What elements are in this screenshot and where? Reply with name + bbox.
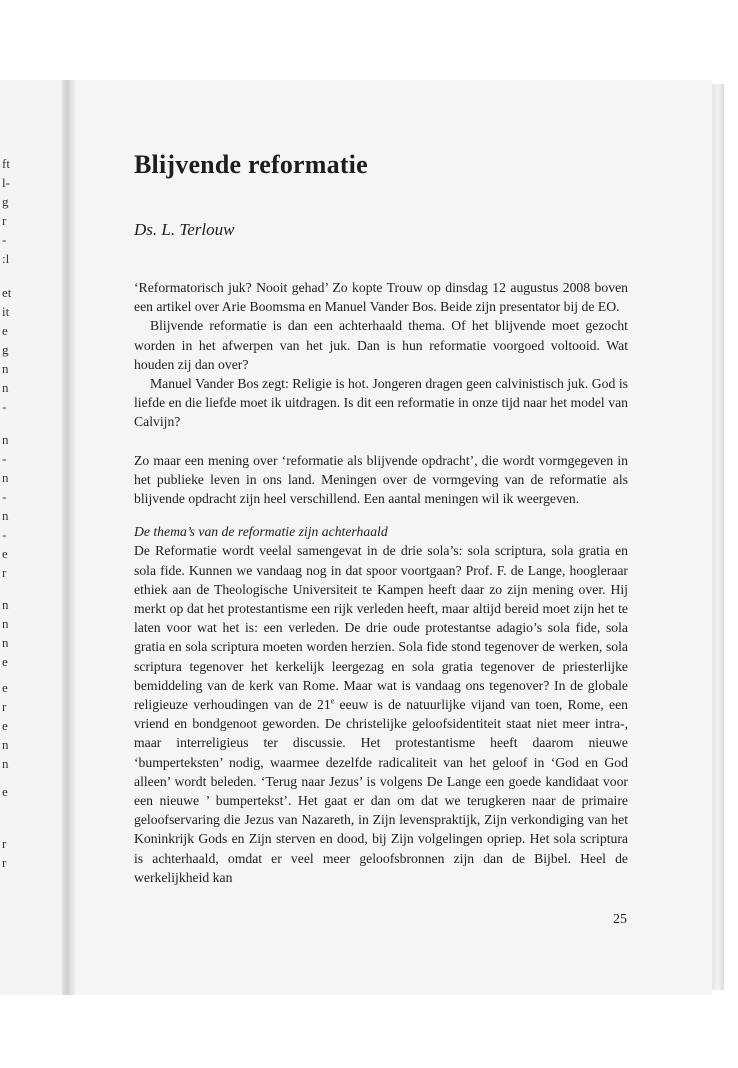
left-fragment: n <box>2 432 9 447</box>
paragraph: Zo maar een mening over ‘reformatie als blijvende opdracht’, die wordt vormgegeven in het publieke leven in ons land. Meningen over de vormgeving van de reformatie als blijvende opdracht zijn heel verschillend. Een aantal meningen wil ik weergeven. <box>134 452 628 507</box>
left-fragment: - <box>2 451 7 466</box>
paragraph-part: eeuw is de natuurlijke vijand van toen, Rome, een vriend en bondgenoot geworden. De christelijke geloofsidentiteit staat niet meer intra-, maar interreligieus ter discussie. Het protestantisme heeft daarom nieuwe ‘bumperteksten’ nodig, waarmee dezelfde radicaliteit van het geloof in ‘God en God alleen’ wordt beleden. ‘Terug naar Jezus’ is volgens De Lange een goede kandidaat voor een nieuwe ’ bumpertekst’. Het gaat er dan om dat we terugkeren naar de primaire geloofservaring die Jezus van Nazareth, in Zijn levenspraktijk, Zijn verkondiging van het Koninkrijk Gods en Zijn sterven en dood, bij Zijn volgelingen opriep. Het sola scriptura is achterhaald, omdat er veel meer geloofsbronnen zijn dan de Bijbel. Heel de werkelijkheid kan <box>134 697 629 885</box>
left-fragment: r <box>2 855 7 870</box>
left-fragment: n <box>2 361 9 376</box>
left-fragment: - <box>2 527 7 542</box>
left-fragment: e <box>2 718 8 733</box>
left-fragment: e <box>2 654 8 669</box>
left-fragment: n <box>2 635 9 650</box>
left-fragment: n <box>2 756 9 771</box>
left-fragment: :l <box>2 251 10 266</box>
paragraph-part: De Reformatie wordt veelal samengevat in de drie sola’s: sola scriptura, sola gratia en sola fide. Kunnen we vandaag nog in dat spoor voortgaan? Prof. F. de Lange, hoogleraar ethiek aan de Theologische Universiteit te Kampen heeft daar zo zijn mening over. Hij merkt op dat het protestantisme een rijk verleden heeft, maar altijd bereid moet zijn het te laten voor wat het is: een verleden. De drie oude protestantse adagio’s sola fide, sola gratia en sola scriptura moeten worden herzien. Sola fide stond tegenover de werken, sola scriptura tegenover het kerkelijk leergezag en sola gratia tegenover de priesterlijke bemiddeling van de kerk van Rome. Maar wat is vandaag ons tegenover? In de globale religieuze verhoudingen van de 21 <box>134 543 628 713</box>
left-fragment: n <box>2 616 9 631</box>
left-fragment: e <box>2 323 8 338</box>
left-fragment: it <box>2 304 10 319</box>
left-fragment: - <box>2 399 7 414</box>
left-fragment: g <box>2 194 9 209</box>
page-number: 25 <box>613 912 627 927</box>
left-fragment: r <box>2 699 7 714</box>
left-fragment: l- <box>2 175 10 190</box>
left-fragment: e <box>2 546 8 561</box>
article-title: Blijvende reformatie <box>134 150 368 179</box>
article-author: Ds. L. Terlouw <box>134 220 235 239</box>
left-fragment: e <box>2 680 8 695</box>
page-edge <box>712 84 724 990</box>
left-fragment: r <box>2 565 7 580</box>
left-fragment: - <box>2 232 7 247</box>
left-fragment: n <box>2 737 9 752</box>
section-heading: De thema’s van de reformatie zijn achterhaald <box>134 524 388 540</box>
left-fragment: n <box>2 380 9 395</box>
left-fragment: g <box>2 342 9 357</box>
paragraph: Manuel Vander Bos zegt: Religie is hot. Jongeren dragen geen calvinistisch juk. God is liefde en die liefde moet ik uitdragen. Is dit een reformatie in onze tijd naar het model van Calvijn? <box>134 376 628 430</box>
left-fragment: r <box>2 836 7 851</box>
left-fragment: - <box>2 489 7 504</box>
article-body <box>134 278 628 887</box>
left-fragment: ft <box>2 156 10 171</box>
left-fragment: n <box>2 508 9 523</box>
left-page-text-fragments <box>0 80 20 995</box>
paragraph: ‘Reformatorisch juk? Nooit gehad’ Zo kopte Trouw op dinsdag 12 augustus 2008 boven een artikel over Arie Boomsma en Manuel Vander Bos. Beide zijn presentator bij de EO. <box>134 280 628 315</box>
left-page <box>0 80 62 995</box>
left-fragment: et <box>2 285 12 300</box>
left-fragment: n <box>2 597 9 612</box>
paragraph: Blijvende reformatie is dan een achterhaald thema. Of het blijvende moet gezocht worden in het afwerpen van het juk. Dan is hun reformatie voorgoed voltooid. Wat houden zij dan over? <box>134 318 628 372</box>
left-fragment: n <box>2 470 9 485</box>
left-fragment: e <box>2 784 8 799</box>
left-fragment: r <box>2 213 7 228</box>
paragraph <box>134 541 628 887</box>
superscript: e <box>330 696 335 706</box>
book-gutter <box>62 80 76 995</box>
